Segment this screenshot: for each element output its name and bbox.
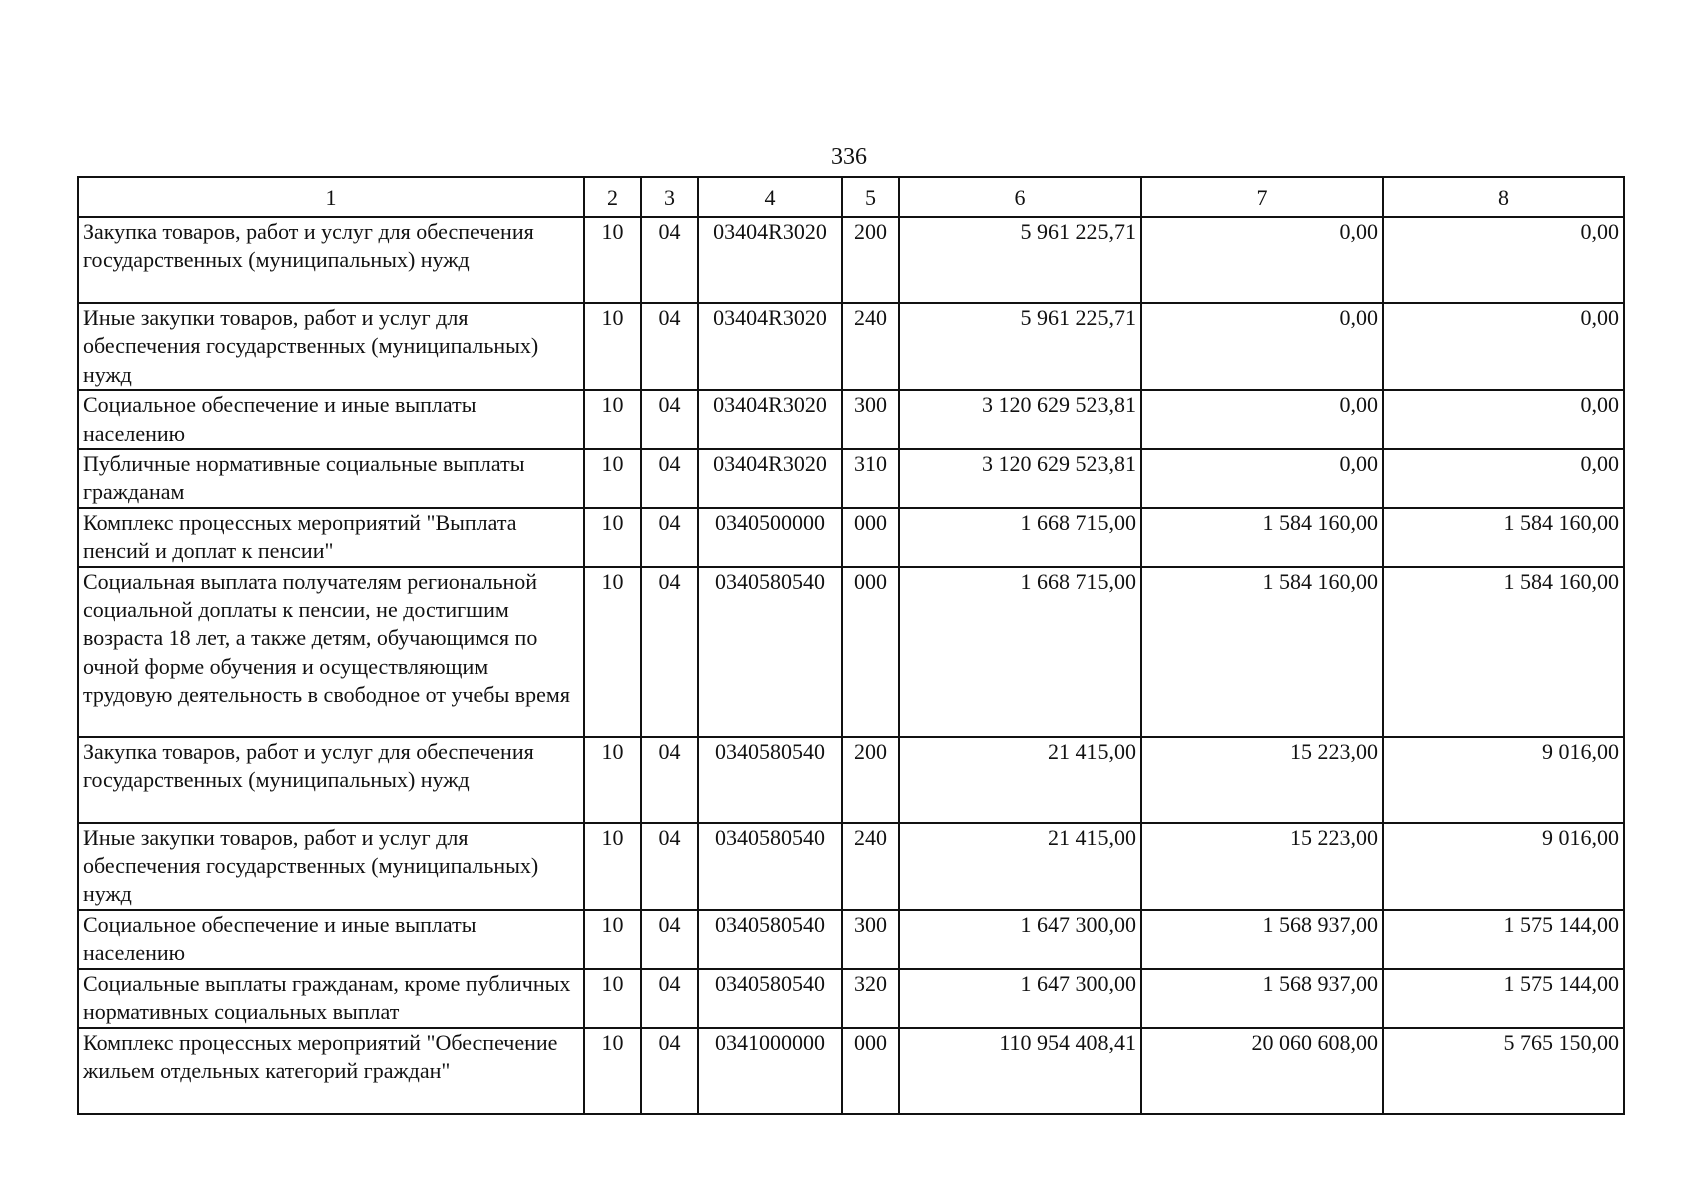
- row-value-col8: 1 584 160,00: [1383, 508, 1624, 567]
- row-target-article: 0340580540: [698, 969, 842, 1028]
- row-name: Закупка товаров, работ и услуг для обеспечения государственных (муниципальных) нужд: [78, 217, 584, 303]
- row-value-col7: 1 584 160,00: [1141, 508, 1383, 567]
- row-expense-type: 200: [842, 217, 899, 303]
- row-value-col6: 5 961 225,71: [899, 217, 1141, 303]
- row-target-article: 0340500000: [698, 508, 842, 567]
- row-section: 10: [584, 567, 641, 737]
- row-expense-type: 320: [842, 969, 899, 1028]
- header-col-2: 2: [584, 177, 641, 217]
- row-target-article: 03404R3020: [698, 303, 842, 390]
- row-section: 10: [584, 823, 641, 910]
- row-value-col6: 3 120 629 523,81: [899, 449, 1141, 508]
- row-value-col8: 0,00: [1383, 303, 1624, 390]
- page-number: 336: [831, 144, 867, 170]
- table-body: [78, 217, 1624, 1114]
- row-value-col8: 1 584 160,00: [1383, 567, 1624, 737]
- row-expense-type: 310: [842, 449, 899, 508]
- row-expense-type: 300: [842, 390, 899, 449]
- row-section: 10: [584, 508, 641, 567]
- row-value-col8: 0,00: [1383, 390, 1624, 449]
- header-col-8: 8: [1383, 177, 1624, 217]
- row-value-col8: 9 016,00: [1383, 823, 1624, 910]
- header-col-3: 3: [641, 177, 698, 217]
- table-row: [78, 823, 1624, 910]
- row-value-col6: 1 647 300,00: [899, 910, 1141, 969]
- table-row: [78, 390, 1624, 449]
- row-target-article: 03404R3020: [698, 390, 842, 449]
- row-value-col7: 1 568 937,00: [1141, 910, 1383, 969]
- row-name: Комплекс процессных мероприятий "Обеспечение жильем отдельных категорий граждан": [78, 1028, 584, 1114]
- table-row: [78, 449, 1624, 508]
- row-subsection: 04: [641, 567, 698, 737]
- row-value-col8: 0,00: [1383, 449, 1624, 508]
- row-section: 10: [584, 449, 641, 508]
- row-name: Социальное обеспечение и иные выплаты населению: [78, 910, 584, 969]
- table-row: [78, 217, 1624, 303]
- row-section: 10: [584, 217, 641, 303]
- row-value-col8: 1 575 144,00: [1383, 910, 1624, 969]
- row-subsection: 04: [641, 823, 698, 910]
- row-value-col7: 0,00: [1141, 217, 1383, 303]
- row-name: Иные закупки товаров, работ и услуг для обеспечения государственных (муниципальных) нужд: [78, 823, 584, 910]
- row-target-article: 0341000000: [698, 1028, 842, 1114]
- row-name: Закупка товаров, работ и услуг для обеспечения государственных (муниципальных) нужд: [78, 737, 584, 823]
- row-value-col6: 1 647 300,00: [899, 969, 1141, 1028]
- row-value-col6: 3 120 629 523,81: [899, 390, 1141, 449]
- row-target-article: 03404R3020: [698, 449, 842, 508]
- row-expense-type: 000: [842, 1028, 899, 1114]
- row-value-col8: 1 575 144,00: [1383, 969, 1624, 1028]
- row-subsection: 04: [641, 390, 698, 449]
- table-row: [78, 910, 1624, 969]
- table-header: [78, 177, 1624, 217]
- row-subsection: 04: [641, 737, 698, 823]
- row-value-col7: 0,00: [1141, 303, 1383, 390]
- header-col-6: 6: [899, 177, 1141, 217]
- row-value-col6: 1 668 715,00: [899, 567, 1141, 737]
- row-subsection: 04: [641, 217, 698, 303]
- row-section: 10: [584, 303, 641, 390]
- row-target-article: 0340580540: [698, 910, 842, 969]
- row-value-col7: 0,00: [1141, 449, 1383, 508]
- row-value-col6: 110 954 408,41: [899, 1028, 1141, 1114]
- row-expense-type: 240: [842, 303, 899, 390]
- header-col-4: 4: [698, 177, 842, 217]
- table-row: [78, 969, 1624, 1028]
- table-row: [78, 737, 1624, 823]
- row-target-article: 0340580540: [698, 567, 842, 737]
- row-target-article: 0340580540: [698, 737, 842, 823]
- table-row: [78, 303, 1624, 390]
- row-value-col6: 21 415,00: [899, 823, 1141, 910]
- row-value-col6: 1 668 715,00: [899, 508, 1141, 567]
- table-row: [78, 567, 1624, 737]
- row-subsection: 04: [641, 1028, 698, 1114]
- budget-table: [77, 176, 1625, 1115]
- row-value-col7: 0,00: [1141, 390, 1383, 449]
- row-value-col8: 9 016,00: [1383, 737, 1624, 823]
- row-name: Комплекс процессных мероприятий "Выплата пенсий и доплат к пенсии": [78, 508, 584, 567]
- row-value-col7: 15 223,00: [1141, 823, 1383, 910]
- row-value-col7: 20 060 608,00: [1141, 1028, 1383, 1114]
- row-name: Социальное обеспечение и иные выплаты населению: [78, 390, 584, 449]
- row-target-article: 0340580540: [698, 823, 842, 910]
- row-subsection: 04: [641, 969, 698, 1028]
- row-expense-type: 240: [842, 823, 899, 910]
- header-row: [78, 177, 1624, 217]
- row-target-article: 03404R3020: [698, 217, 842, 303]
- row-value-col6: 21 415,00: [899, 737, 1141, 823]
- header-col-5: 5: [842, 177, 899, 217]
- row-section: 10: [584, 737, 641, 823]
- row-section: 10: [584, 390, 641, 449]
- row-value-col7: 15 223,00: [1141, 737, 1383, 823]
- header-col-1: 1: [78, 177, 584, 217]
- row-expense-type: 000: [842, 567, 899, 737]
- row-subsection: 04: [641, 449, 698, 508]
- row-section: 10: [584, 969, 641, 1028]
- row-section: 10: [584, 910, 641, 969]
- row-name: Социальные выплаты гражданам, кроме публичных нормативных социальных выплат: [78, 969, 584, 1028]
- row-name: Социальная выплата получателям региональной социальной доплаты к пенсии, не достигшим возраста 18 лет, а также детям, обучающимся по очной форме обучения и осуществляющим трудовую деятельность в свободное от учебы время: [78, 567, 584, 737]
- row-value-col8: 5 765 150,00: [1383, 1028, 1624, 1114]
- row-value-col6: 5 961 225,71: [899, 303, 1141, 390]
- header-col-7: 7: [1141, 177, 1383, 217]
- row-expense-type: 000: [842, 508, 899, 567]
- row-name: Публичные нормативные социальные выплаты гражданам: [78, 449, 584, 508]
- row-value-col8: 0,00: [1383, 217, 1624, 303]
- table-row: [78, 1028, 1624, 1114]
- table-row: [78, 508, 1624, 567]
- row-expense-type: 300: [842, 910, 899, 969]
- row-value-col7: 1 584 160,00: [1141, 567, 1383, 737]
- row-section: 10: [584, 1028, 641, 1114]
- row-subsection: 04: [641, 303, 698, 390]
- row-subsection: 04: [641, 910, 698, 969]
- row-value-col7: 1 568 937,00: [1141, 969, 1383, 1028]
- row-expense-type: 200: [842, 737, 899, 823]
- row-name: Иные закупки товаров, работ и услуг для обеспечения государственных (муниципальных) нужд: [78, 303, 584, 390]
- row-subsection: 04: [641, 508, 698, 567]
